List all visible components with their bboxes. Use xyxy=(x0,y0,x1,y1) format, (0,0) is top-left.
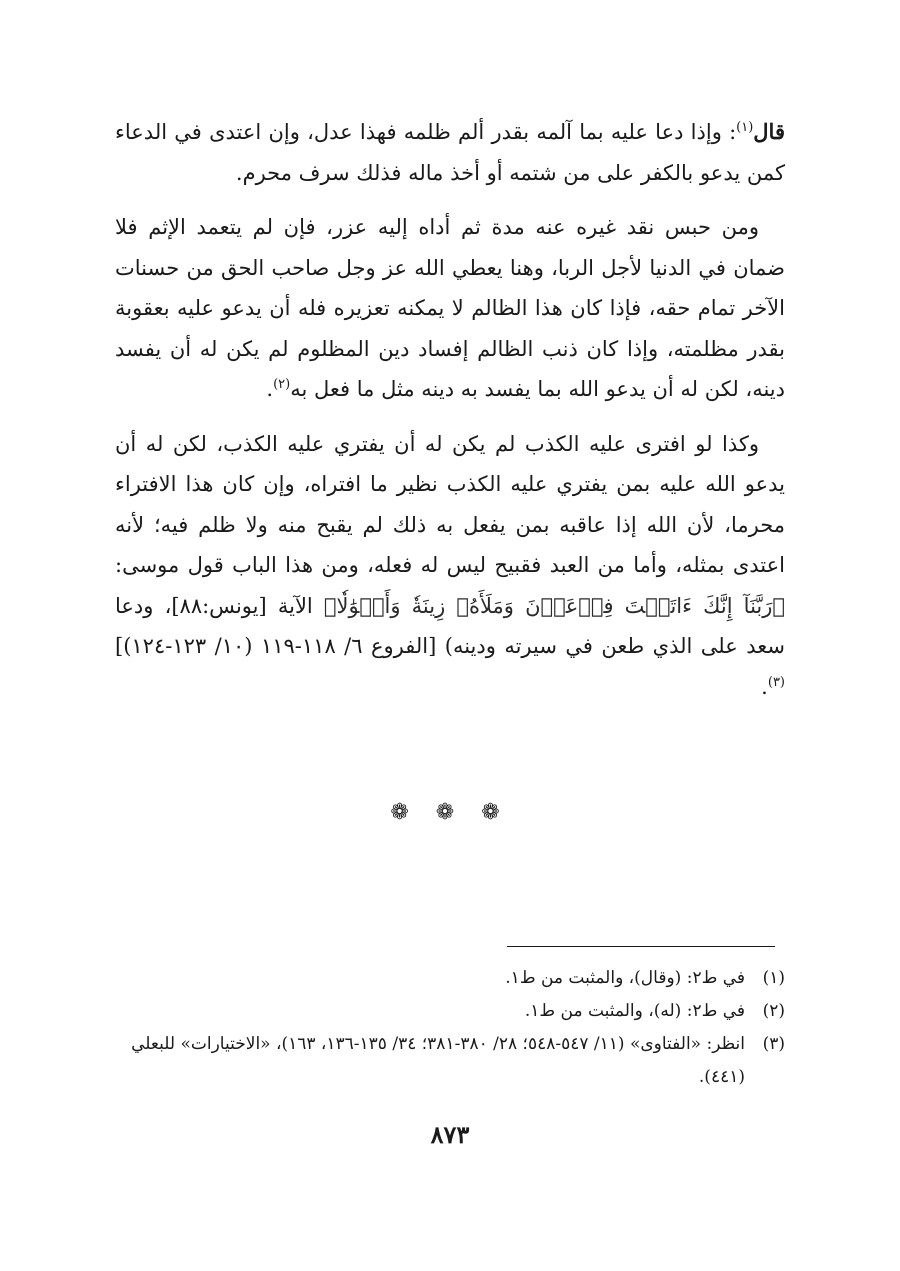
paragraph-1-lead: قال xyxy=(753,119,785,144)
footnote-3 xyxy=(110,1028,785,1094)
page-number: ٨٧٣ xyxy=(430,1120,470,1149)
paragraph-3-text-before: وكذا لو افترى عليه الكذب لم يكن له أن يفتري عليه الكذب، لكن له أن يدعو الله عليه بمن يفتري عليه الكذب نظير ما افتراه، وإن كان هذا الافتراء محرما، لأن الله إذا عاقبه بمن يفعل به ذلك لم يقبح منه ولا ظلم فيه؛ لأنه اعتدى بمثله، وأما من العبد فقبيح ليس له فعله، ومن هذا الباب قول موسى: xyxy=(115,431,785,577)
footnote-ref-2[interactable]: (٢) xyxy=(273,377,291,392)
paragraph-2 xyxy=(115,207,785,410)
footnote-3-number: (٣) xyxy=(762,1034,785,1054)
footnote-2-number: (٢) xyxy=(762,1001,785,1021)
paragraph-3 xyxy=(115,424,785,708)
footnote-1-text: في ط٢: (وقال)، والمثبت من ط١. xyxy=(505,968,745,988)
paragraph-2-text: ومن حبس نقد غيره عنه مدة ثم أداه إليه عزر، فإن لم يتعمد الإثم فلا ضمان في الدنيا لأجل الربا، وهنا يعطي الله عز وجل صاحب الحق من حسنات الآخر تمام حقه، فإذا كان هذا الظالم لا يمكنه تعزيره فله أن يدعو عليه بعقوبة بقدر مظلمته، وإذا كان ذنب الظالم إفساد دين المظلوم لم يكن له أن يفسد دينه، لكن له أن يدعو الله بما يفسد به دينه مثل ما فعل به xyxy=(115,215,785,401)
quran-verse: ﴿رَبَّنَآ إِنَّكَ ءَاتَيۡتَ فِرۡعَوۡنَ وَمَلَأَهُۥ زِينَةٗ وَأَمۡوَٰلٗا﴾ xyxy=(323,593,785,618)
footnote-ref-1[interactable]: (١) xyxy=(736,120,754,135)
footnote-2-text: في ط٢: (له)، والمثبت من ط١. xyxy=(524,1001,745,1021)
paragraph-1-text: : وإذا دعا عليه بما آلمه بقدر ألم ظلمه فهذا عدل، وإن اعتدى في الدعاء كمن يدعو بالكفر على من شتمه أو أخذ ماله فذلك سرف محرم. xyxy=(115,120,785,185)
paragraph-2-end: . xyxy=(266,377,274,401)
paragraph-3-text-after: الآية [يونس:٨٨]، ودعا سعد على الذي طعن في سيرته ودينه) [الفروع ٦/ ١١٨-١١٩ (١٠/ ١٢٣-١٢٤)] xyxy=(115,593,785,658)
main-text xyxy=(115,112,785,707)
paragraph-1 xyxy=(115,112,785,193)
section-ornaments: ❁ ❁ ❁ xyxy=(390,800,510,825)
footnotes xyxy=(110,962,785,1094)
footnote-1 xyxy=(110,962,785,995)
footnote-3-text: انظر: «الفتاوى» (١١/ ٥٤٧-٥٤٨؛ ٢٨/ ٣٨٠-٣٨١؛ ٣٤/ ١٣٥-١٣٦، ١٦٣)، «الاختيارات» للبعلي (٤٤١). xyxy=(131,1034,745,1087)
footnote-ref-3[interactable]: (٣) xyxy=(767,674,785,690)
footnote-1-number: (١) xyxy=(762,968,785,988)
footnote-2 xyxy=(110,995,785,1028)
paragraph-3-end: . xyxy=(761,674,768,699)
footnote-separator xyxy=(507,946,775,947)
